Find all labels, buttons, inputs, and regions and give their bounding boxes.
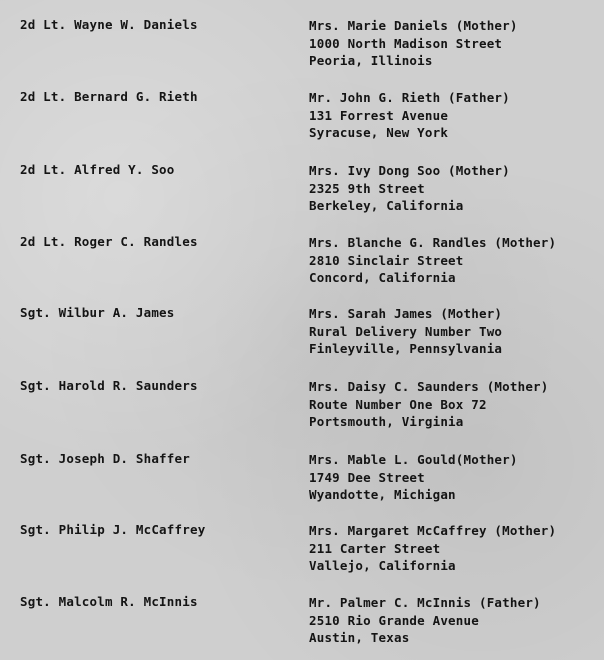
city-state: Vallejo, California xyxy=(309,558,456,573)
city-state: Portsmouth, Virginia xyxy=(309,414,464,429)
soldier-name: Sgt. Philip J. McCaffrey xyxy=(20,522,206,537)
city-state: Syracuse, New York xyxy=(309,125,449,140)
street-address: 1000 North Madison Street xyxy=(309,35,503,51)
soldier-name: 2d Lt. Roger C. Randles xyxy=(20,234,198,249)
street-address: 131 Forrest Avenue xyxy=(309,107,449,123)
city-state: Austin, Texas xyxy=(309,630,410,645)
soldier-name: Sgt. Joseph D. Shaffer xyxy=(20,451,190,466)
next-of-kin-name: Mrs. Daisy C. Saunders (Mother) xyxy=(309,379,549,394)
next-of-kin-name: Mrs. Marie Daniels (Mother) xyxy=(309,18,518,33)
city-state: Wyandotte, Michigan xyxy=(309,487,456,502)
next-of-kin-address xyxy=(309,378,549,431)
next-of-kin-name: Mrs. Blanche G. Randles (Mother) xyxy=(309,235,557,250)
soldier-name: Sgt. Wilbur A. James xyxy=(20,305,175,320)
next-of-kin-address xyxy=(309,522,556,575)
next-of-kin-name: Mrs. Ivy Dong Soo (Mother) xyxy=(309,163,510,178)
soldier-name: Sgt. Malcolm R. McInnis xyxy=(20,594,198,609)
next-of-kin-address xyxy=(309,17,518,70)
soldier-name: 2d Lt. Alfred Y. Soo xyxy=(20,162,175,177)
next-of-kin-address xyxy=(309,451,518,504)
street-address: 1749 Dee Street xyxy=(309,469,425,485)
next-of-kin-name: Mr. John G. Rieth (Father) xyxy=(309,90,510,105)
soldier-name: 2d Lt. Wayne W. Daniels xyxy=(20,17,198,32)
next-of-kin-name: Mrs. Sarah James (Mother) xyxy=(309,306,503,321)
street-address: 2810 Sinclair Street xyxy=(309,252,464,268)
city-state: Peoria, Illinois xyxy=(309,53,433,68)
next-of-kin-address xyxy=(309,234,556,287)
street-address: Rural Delivery Number Two xyxy=(309,323,503,339)
street-address: 211 Carter Street xyxy=(309,540,441,556)
next-of-kin-name: Mr. Palmer C. McInnis (Father) xyxy=(309,595,541,610)
next-of-kin-address xyxy=(309,162,510,215)
street-address: Route Number One Box 72 xyxy=(309,396,487,412)
street-address: 2510 Rio Grande Avenue xyxy=(309,612,479,628)
next-of-kin-address xyxy=(309,594,541,647)
soldier-name: 2d Lt. Bernard G. Rieth xyxy=(20,89,198,104)
city-state: Finleyville, Pennsylvania xyxy=(309,341,503,356)
soldier-name: Sgt. Harold R. Saunders xyxy=(20,378,198,393)
next-of-kin-address xyxy=(309,89,510,142)
next-of-kin-name: Mrs. Margaret McCaffrey (Mother) xyxy=(309,523,557,538)
street-address: 2325 9th Street xyxy=(309,180,425,196)
city-state: Berkeley, California xyxy=(309,198,464,213)
next-of-kin-address xyxy=(309,305,502,358)
city-state: Concord, California xyxy=(309,270,456,285)
next-of-kin-name: Mrs. Mable L. Gould(Mother) xyxy=(309,452,518,467)
